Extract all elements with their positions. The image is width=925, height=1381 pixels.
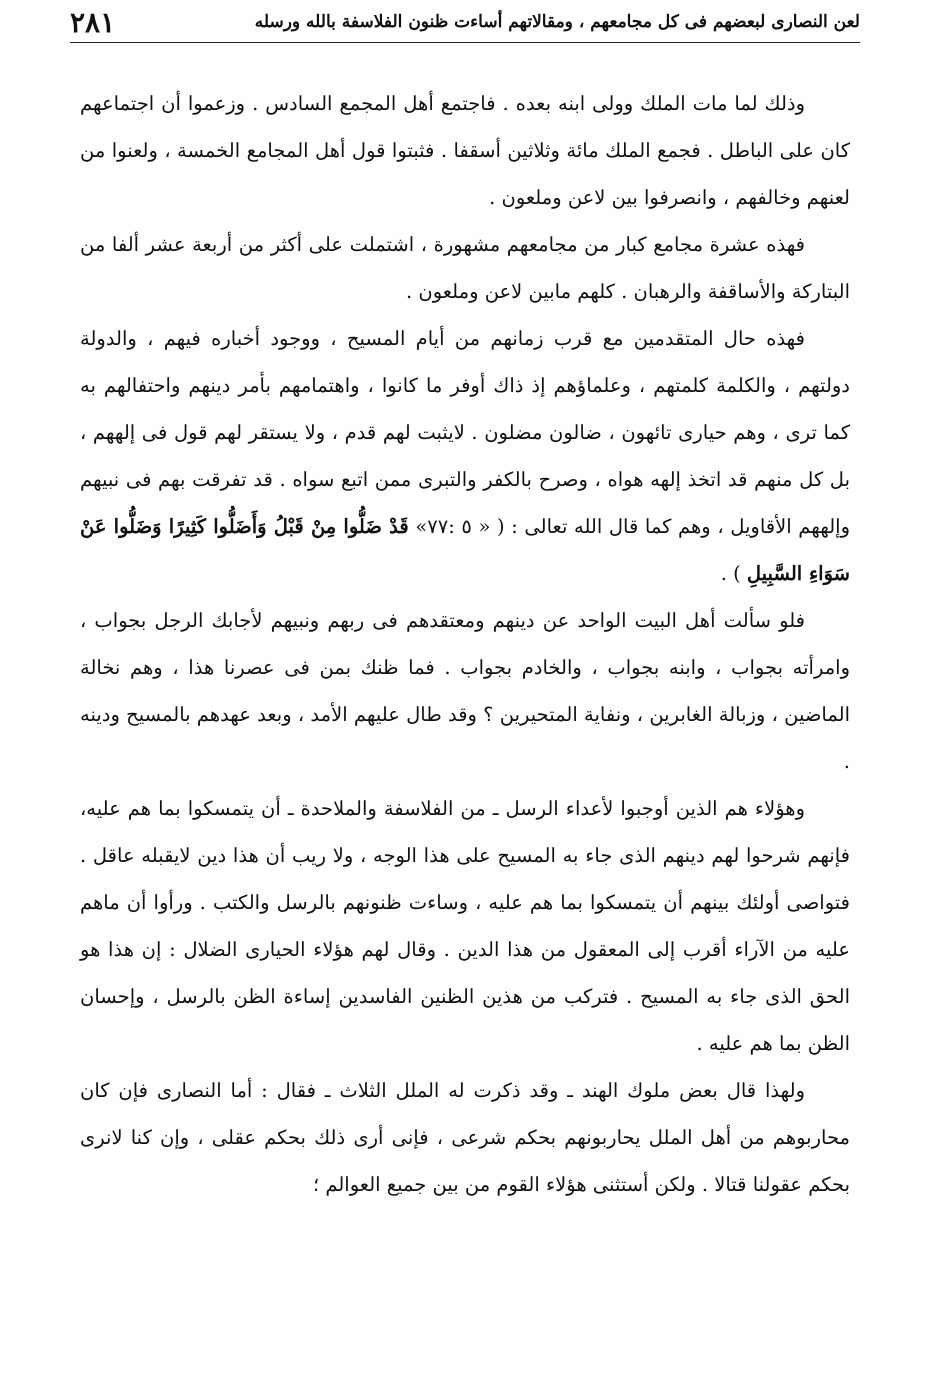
running-header	[70, 2, 860, 43]
paragraph-3-text: فهذه حال المتقدمين مع قرب زمانهم من أيام المسيح ، ووجود أخباره فيهم ، والدولة دولتهم ، والكلمة كلمتهم ، وعلماؤهم إذ ذاك أوفر ما كانوا ، واهتمامهم بأمر دينهم واحتفالهم به كما ترى ، وهم حيارى تائهون ، ضالون مضلون . لايثبت لهم قدم ، ولا يستقر لهم قول فى إلههم ، بل كل منهم قد اتخذ إلهه هواه ، وصرح بالكفر والتبرى ممن اتبع سواه . قد تفرقت بهم فى نبيهم وإلههم الأقاويل ، وهم كما قال الله تعالى : ( « ٥ :٧٧»	[80, 327, 850, 538]
paragraph-5: وهؤلاء هم الذين أوجبوا لأعداء الرسل ـ من الفلاسفة والملاحدة ـ أن يتمسكوا بما هم عليه، فإنهم شرحوا لهم دينهم الذى جاء به المسيح على هذا الوجه ، ولا ريب أن هذا دين لايقبله عاقل . فتواصى أولئك بينهم أن يتمسكوا بما هم عليه ، وساءت ظنونهم بالرسل والكتب . ورأوا أن ماهم عليه من الآراء أقرب إلى المعقول من هذا الدين . وقال لهم هؤلاء الحيارى الضلال : إن هذا هو الحق الذى جاء به المسيح . فتركب من هذين الظنين الفاسدين إساءة الظن بالرسل ، وإحسان الظن بما هم عليه .	[80, 797, 850, 1055]
paragraph-4: فلو سألت أهل البيت الواحد عن دينهم ومعتقدهم فى ربهم ونبيهم لأجابك الرجل بجواب ، وامرأته بجواب ، وابنه بجواب ، والخادم بجواب . فما ظنك بمن فى عصرنا هذا ، وهم نخالة الماضين ، وزبالة الغابرين ، ونفاية المتحيرين ؟ وقد طال عليهم الأمد ، وبعد عهدهم بالمسيح ودينه .	[80, 609, 850, 773]
paragraph-3	[80, 315, 850, 597]
paragraph-3-closing: ) .	[720, 562, 747, 585]
quran-verse: قَدْ ضَلُّوا مِنْ قَبْلُ وَأَضَلُّوا كَثِيرًا وَضَلُّوا عَنْ سَوَاءِ السَّبِيلِ	[80, 515, 850, 585]
running-title: لعن النصارى لبعضهم فى كل مجامعهم ، ومقالاتهم أساءت ظنون الفلاسفة بالله ورسله	[254, 12, 860, 32]
paragraph-6: ولهذا قال بعض ملوك الهند ـ وقد ذكرت له الملل الثلاث ـ فقال : أما النصارى فإن كان محاربوهم من أهل الملل يحاربونهم بحكم شرعى ، فإنى أرى ذلك بحكم عقلى ، وإن كنا لانرى بحكم عقولنا قتالا . ولكن أستثنى هؤلاء القوم من بين جميع العوالم ؛	[80, 1079, 850, 1196]
paragraph-1: وذلك لما مات الملك وولى ابنه بعده . فاجتمع أهل المجمع السادس . وزعموا أن اجتماعهم كان على الباطل . فجمع الملك مائة وثلاثين أسقفا . فثبتوا قول أهل المجامع الخمسة ، ولعنوا من لعنهم وخالفهم ، وانصرفوا بين لاعن وملعون .	[80, 92, 850, 209]
paragraph-2: فهذه عشرة مجامع كبار من مجامعهم مشهورة ، اشتملت على أكثر من أربعة عشر ألفا من البتاركة والأساقفة والرهبان . كلهم مابين لاعن وملعون .	[80, 233, 850, 303]
page-number: ٢٨١	[70, 5, 116, 39]
body-text	[80, 80, 850, 1208]
